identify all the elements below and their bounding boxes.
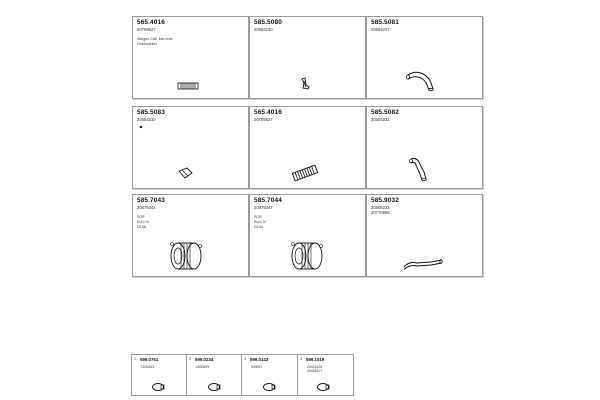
accessory-index: 1 xyxy=(134,357,136,361)
part-reference: 20979347 xyxy=(254,205,273,210)
clamp-ring-drawing xyxy=(207,382,221,392)
accessory-index: 3 xyxy=(244,357,246,361)
part-note: Gebäudeker xyxy=(137,42,157,46)
part-note: SCR xyxy=(137,215,145,219)
flex-pipe-drawing xyxy=(290,165,320,181)
accessory-part-number: 599.0234 xyxy=(195,356,214,362)
part-reference: 20584237 xyxy=(371,27,390,32)
part-number: 565.4016 xyxy=(254,109,282,116)
accessory-reference: 1533409 xyxy=(196,365,210,369)
part-reference: 20584230 xyxy=(137,117,156,122)
part-card xyxy=(132,106,249,189)
part-number: 565.4016 xyxy=(137,19,165,26)
pipe-bend-drawing xyxy=(405,67,439,93)
part-number: 585.7043 xyxy=(137,197,165,204)
part-note: D13A xyxy=(254,225,263,229)
part-card xyxy=(132,16,249,99)
part-card xyxy=(132,194,249,277)
part-number: 585.5082 xyxy=(371,109,399,116)
part-number: 585.5080 xyxy=(254,19,282,26)
accessory-reference: 20424426 xyxy=(307,365,323,369)
pipe-bend-drawing xyxy=(407,153,437,183)
part-note: Euro IV xyxy=(137,220,149,224)
part-reference: 20709627 xyxy=(254,117,273,122)
accessory-reference: 20462417 xyxy=(307,369,323,373)
tail-pipe-drawing xyxy=(401,255,445,271)
accessory-reference: 533037 xyxy=(251,365,263,369)
part-number: 585.9032 xyxy=(371,197,399,204)
part-card xyxy=(366,106,483,189)
clamp-ring-drawing xyxy=(316,382,330,392)
part-note: D13A xyxy=(137,225,146,229)
part-reference: 20584230 xyxy=(254,27,273,32)
part-reference: 20868222 xyxy=(371,205,390,210)
clamp-drawing xyxy=(177,165,195,181)
small-mark-drawing xyxy=(138,124,144,130)
accessory-part-number: 599.0761 xyxy=(140,356,159,362)
silencer-drawing xyxy=(166,238,206,274)
part-reference: 20584231 xyxy=(371,117,390,122)
accessory-reference: 1533153 xyxy=(141,365,155,369)
part-note: Steigen Cab, kan enel xyxy=(137,37,173,41)
part-reference: 20879344 xyxy=(137,205,156,210)
accessory-item xyxy=(132,355,187,395)
part-note: SCR xyxy=(254,215,262,219)
accessory-index: 2 xyxy=(189,357,191,361)
part-number: 585.7044 xyxy=(254,197,282,204)
accessory-item xyxy=(242,355,298,395)
accessory-item xyxy=(187,355,242,395)
bracket-drawing xyxy=(299,77,311,91)
part-card xyxy=(366,16,483,99)
accessory-item xyxy=(298,355,353,395)
part-reference: 20709627 xyxy=(137,27,156,32)
part-note: Euro IV xyxy=(254,220,266,224)
part-number: 585.5081 xyxy=(371,19,399,26)
accessory-part-number: 599.0143 xyxy=(250,356,269,362)
accessory-index: 4 xyxy=(300,357,302,361)
clamp-ring-drawing xyxy=(151,382,165,392)
part-card xyxy=(249,16,366,99)
silencer-drawing xyxy=(287,238,327,274)
clamp-ring-drawing xyxy=(262,382,276,392)
accessory-strip xyxy=(131,354,354,396)
part-card xyxy=(249,194,366,277)
part-card xyxy=(366,194,483,277)
part-number: 585.5083 xyxy=(137,109,165,116)
part-card xyxy=(249,106,366,189)
accessory-part-number: 599.1019 xyxy=(306,356,325,362)
part-reference: 20770856 xyxy=(371,210,390,215)
clamp-strap-drawing xyxy=(177,81,199,91)
